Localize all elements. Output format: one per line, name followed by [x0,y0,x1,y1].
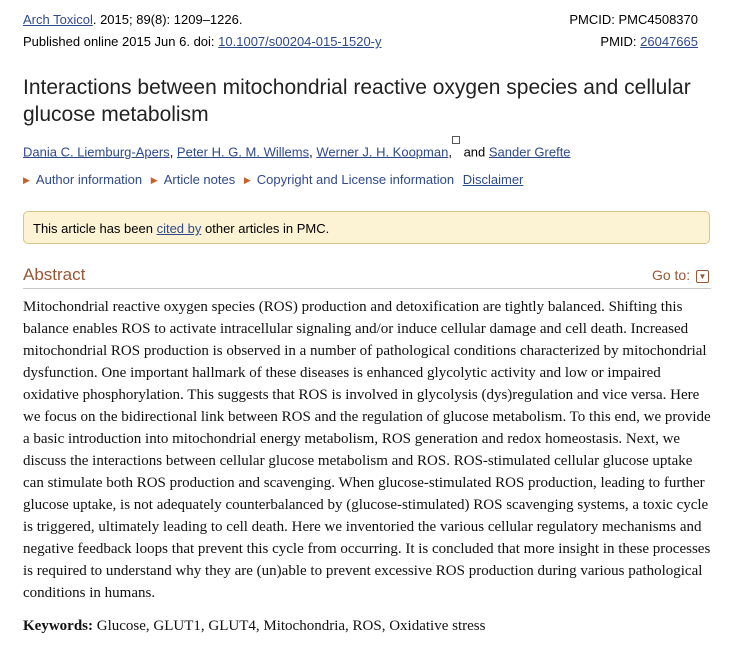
citation-row [23,12,698,28]
cited-suffix: other articles in PMC. [201,221,330,236]
pmcid: PMCID: PMC4508370 [569,12,698,27]
doi-link[interactable]: 10.1007/s00204-015-1520-y [218,34,382,49]
keywords-label: Keywords: [23,618,93,634]
author-link[interactable]: Werner J. H. Koopman [316,144,449,160]
pmid-link[interactable]: 26047665 [640,34,698,49]
cited-by-notice [23,211,710,244]
triangle-right-icon: ▶ [23,175,30,185]
article-meta-links [23,172,523,188]
cited-prefix: This article has been [33,221,157,236]
cited-by-link[interactable]: cited by [156,221,202,236]
goto-label: Go to: [651,267,694,283]
abstract-text: Mitochondrial reactive oxygen species (ROS) production and detoxification are tightly balanced. Shifting this balance enables ROS to activate intracellular signaling and/or induce cellular damage and cell death. Increased mitochondrial ROS production is observed in a number of pathological conditions characterized by mitochondrial dysfunction. One important hallmark of these diseases is enhanced glycolytic activity and low or impaired oxidative phosphorylation. This suggests that ROS is involved in glycolysis (dys)regulation and vice versa. Here we focus on the bidirectional link between ROS and the regulation of glucose metabolism. To this end, we provide a basic introduction into mitochondrial energy metabolism, ROS generation and redox homeostasis. Next, we discuss the interactions between cellular glucose metabolism and ROS. ROS-stimulated cellular glucose uptake can stimulate both ROS production and scavenging. When glucose-stimulated ROS production, leading to further glucose uptake, is not adequately counterbalanced by (glucose-stimulated) ROS scavenging systems, a toxic cycle is triggered, ultimately leading to cell death. Here we inventoried the various cellular regulatory mechanisms and negative feedback loops that prevent this cycle from occurring. It is concluded that more insight in these processes is required to understand why they are (un)able to prevent excessive ROS production during various pathological conditions in humans. [23,299,711,601]
published-row [23,34,698,50]
section-heading: Abstract [23,265,86,284]
author-separator: , [169,144,177,160]
pmid [600,34,698,50]
triangle-right-icon: ▶ [243,175,251,185]
journal-link[interactable]: Arch Toxicol [23,12,93,27]
citation-details: . 2015; 89(8): 1209–1226. [92,12,243,27]
author-link[interactable]: Peter H. G. M. Willems [176,144,310,160]
author-and: and [459,144,489,160]
disclaimer-link[interactable]: Disclaimer [462,172,524,187]
article-notes-toggle[interactable]: Article notes [163,172,236,187]
pmid-label: PMID: [600,34,641,49]
author-information-toggle[interactable]: Author information [35,172,143,187]
published-prefix: Published online 2015 Jun 6. doi: [23,34,219,49]
keywords [23,615,713,637]
goto-menu[interactable] [652,267,709,283]
triangle-right-icon: ▶ [150,175,158,185]
author-list [23,140,571,160]
author-link[interactable]: Sander Grefte [488,144,571,160]
author-link[interactable]: Dania C. Liemburg-Apers [23,144,170,160]
keywords-list: Glucose, GLUT1, GLUT4, Mitochondria, ROS, Oxidative stress [93,618,486,634]
mail-icon[interactable] [452,136,460,144]
article-title: Interactions between mitochondrial reactive oxygen species and cellular glucose metabolism [23,76,691,126]
author-separator: , [448,144,452,160]
chevron-down-icon: ▼ [696,270,709,283]
author-separator: , [309,144,317,160]
abstract-header [23,264,711,289]
copyright-toggle[interactable]: Copyright and License information [256,172,455,187]
